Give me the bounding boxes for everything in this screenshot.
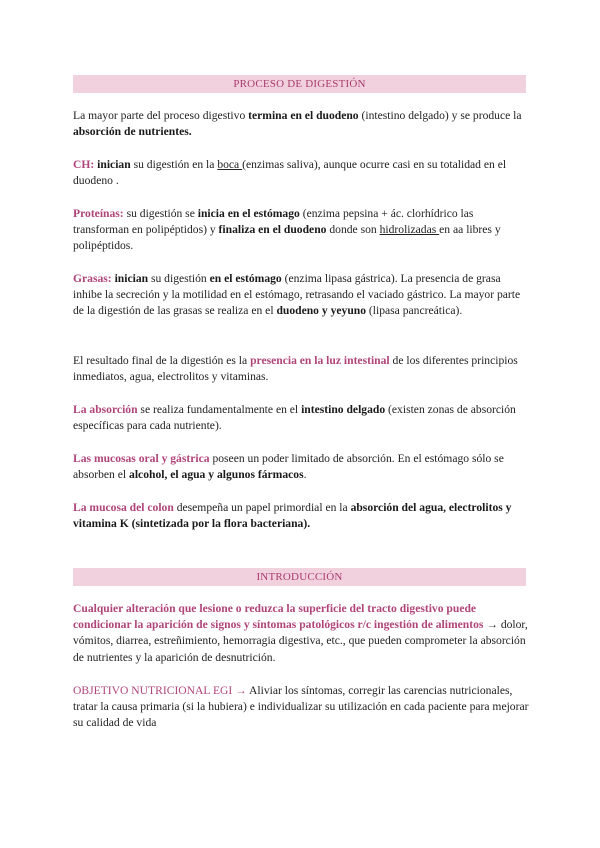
text: poseen un poder limitado de absorción. En el estómago sólo se absorben el xyxy=(73,452,504,482)
bold-text: en el estómago xyxy=(209,272,282,285)
bold-text: duodeno y yeyuno xyxy=(276,304,367,318)
highlight-text: La mucosa del colon xyxy=(73,501,174,514)
term-label: Proteínas: xyxy=(73,207,124,220)
term-label: CH: xyxy=(73,158,95,171)
text: La mayor parte del proceso digestivo xyxy=(73,109,249,122)
bold-text: inician xyxy=(97,158,131,171)
paragraph-mucosas xyxy=(73,451,529,483)
underlined-text: hidrolizadas xyxy=(379,223,440,237)
text: su digestión se xyxy=(123,207,198,220)
text: Aliviar los síntomas, corregir las carencias nutricionales, tratar la causa primaria (si la hubiera) e individualizar su utilización en cada paciente para mejorar su calidad de vida xyxy=(73,684,529,730)
highlight-text: presencia en la luz intestinal xyxy=(250,354,390,367)
text: → dolor, vómitos, diarrea, estreñimiento, hemorragia digestiva, etc., que pueden comprometer la absorción de nutrientes y la aparición de desnutrición. xyxy=(73,618,528,664)
paragraph-grasas xyxy=(73,271,529,320)
bold-text: inician xyxy=(114,272,149,285)
section-header-digestion xyxy=(73,75,526,93)
text: en aa libres y polipéptidos. xyxy=(73,223,501,253)
bold-text: termina en el duodeno xyxy=(248,109,359,122)
text: se realiza fundamentalmente en el xyxy=(137,403,302,416)
text: (enzimas saliva), aunque ocurre casi en su totalidad en el duodeno . xyxy=(73,158,507,188)
text: . xyxy=(303,468,307,482)
underlined-text: boca xyxy=(217,158,243,171)
highlight-text: La absorción xyxy=(73,403,138,416)
text: (intestino delgado) y se produce la xyxy=(358,109,522,122)
highlight-text: OBJETIVO NUTRICIONAL EGI → xyxy=(73,684,247,697)
text: (enzima pepsina + ác. clorhídrico las transforman en polipéptidos) y xyxy=(73,207,474,237)
bold-text: intestino delgado xyxy=(301,403,386,416)
text: su digestión xyxy=(148,272,210,285)
paragraph-resultado xyxy=(73,353,529,385)
text: desempeña un papel primordial en la xyxy=(173,501,351,514)
paragraph-intro xyxy=(73,108,529,140)
highlight-text: Cualquier alteración que lesione o reduzca la superficie del tracto digestivo puede condicionar la aparición de signos y síntomas patológicos r/c ingestión de alimentos xyxy=(73,602,484,632)
paragraph-alteracion xyxy=(73,601,529,666)
bold-text: absorción del agua, electrolitos y vitamina K (sintetizada por la flora bacteriana). xyxy=(73,501,512,531)
text: El resultado final de la digestión es la xyxy=(73,354,251,367)
bold-text: inicia en el estómago xyxy=(197,207,300,220)
section-title: INTRODUCCIÓN xyxy=(256,571,343,583)
text: donde son xyxy=(326,223,380,237)
paragraph-objetivo xyxy=(73,683,529,732)
bold-text: absorción de nutrientes. xyxy=(73,125,192,139)
paragraph-proteinas xyxy=(73,206,529,255)
highlight-text: Las mucosas oral y gástrica xyxy=(73,452,210,465)
text: (enzima lipasa gástrica). La presencia de grasa inhibe la secreción y la motilidad en el estómago, retrasando el vaciado gástrico. La mayor parte de la digestión de las grasas se realiza en el xyxy=(73,272,521,318)
paragraph-colon xyxy=(73,500,529,532)
term-label: Grasas: xyxy=(73,272,112,285)
text: su digestión en la xyxy=(130,158,218,171)
section-header-introduccion xyxy=(73,568,526,586)
bold-text: finaliza en el duodeno xyxy=(218,223,327,237)
paragraph-absorcion xyxy=(73,402,529,434)
bold-text: alcohol, el agua y algunos fármacos xyxy=(129,468,304,482)
text: de los diferentes principios inmediatos, agua, electrolitos y vitaminas. xyxy=(73,354,518,384)
paragraph-ch xyxy=(73,157,529,189)
section-title: PROCESO DE DIGESTIÓN xyxy=(233,78,366,90)
text: (lipasa pancreática). xyxy=(366,304,463,318)
text: (existen zonas de absorción específicas para cada nutriente). xyxy=(73,403,516,433)
